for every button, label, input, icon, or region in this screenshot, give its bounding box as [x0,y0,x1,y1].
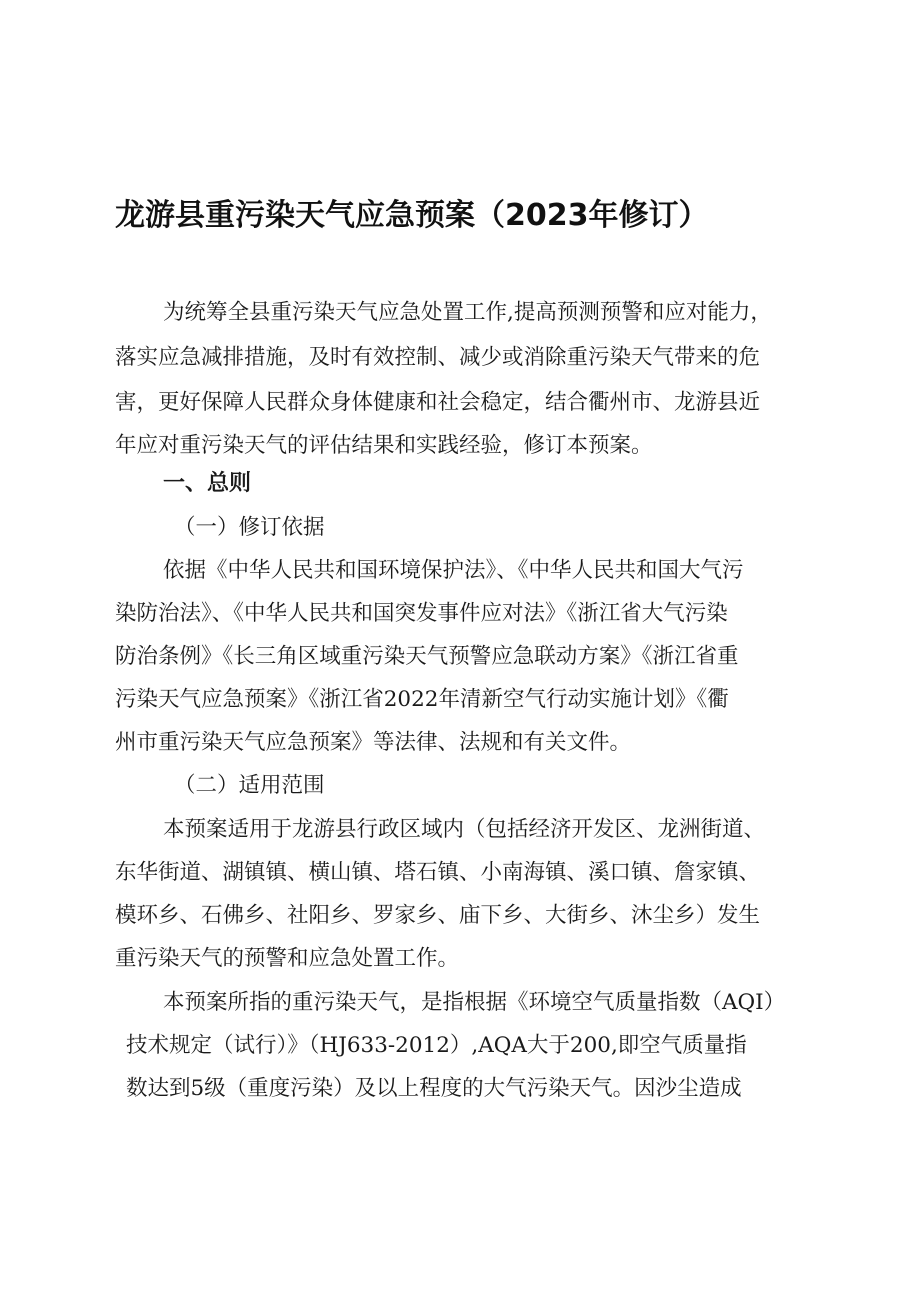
document-title: 龙游县重污染天气应急预案（2023年修订） [115,198,709,233]
paragraph-line: 重污染天气的预警和应急处置工作。 [115,946,460,971]
paragraph-line: 防治条例》《长三角区域重污染天气预警应急联动方案》《浙江省重 [115,644,739,669]
paragraph-line: 染防治法》、《中华人民共和国突发事件应对法》《浙江省大气污染 [115,601,728,626]
paragraph-line: 污染天气应急预案》《浙江省2022年清新空气行动实施计划》《衢 [115,687,729,712]
paragraph-line: 本预案所指的重污染天气，是指根据《环境空气质量指数（AQI） [163,990,786,1015]
subsection-heading: （二）适用范围 [174,773,325,798]
paragraph-line: 东华街道、湖镇镇、横山镇、塔石镇、小南海镇、溪口镇、詹家镇、 [115,860,761,885]
paragraph-line: 本预案适用于龙游县行政区域内（包括经济开发区、龙洲街道、 [163,817,766,842]
subsection-heading: （一）修订依据 [174,515,325,540]
paragraph-line: 落实应急减排措施，及时有效控制、减少或消除重污染天气带来的危 [115,345,761,370]
paragraph-line: 害，更好保障人民群众身体健康和社会稳定，结合衢州市、龙游县近 [115,390,761,415]
section-heading: 一、总则 [163,471,252,496]
paragraph-line: 州市重污染天气应急预案》等法律、法规和有关文件。 [115,730,632,755]
paragraph-line: 年应对重污染天气的评估结果和实践经验，修订本预案。 [115,433,653,458]
paragraph-line: 技术规定（试行）》（HJ633-2012）,AQA大于200,即空气质量指 [126,1033,747,1058]
paragraph-line: 数达到5级（重度污染）及以上程度的大气污染天气。因沙尘造成 [126,1076,742,1101]
paragraph-line: 模环乡、石佛乡、社阳乡、罗家乡、庙下乡、大街乡、沐尘乡）发生 [115,903,761,928]
paragraph-line: 为统筹全县重污染天气应急处置工作,提高预测预警和应对能力， [163,300,772,325]
paragraph-line: 依据《中华人民共和国环境保护法》、《中华人民共和国大气污 [163,558,744,583]
